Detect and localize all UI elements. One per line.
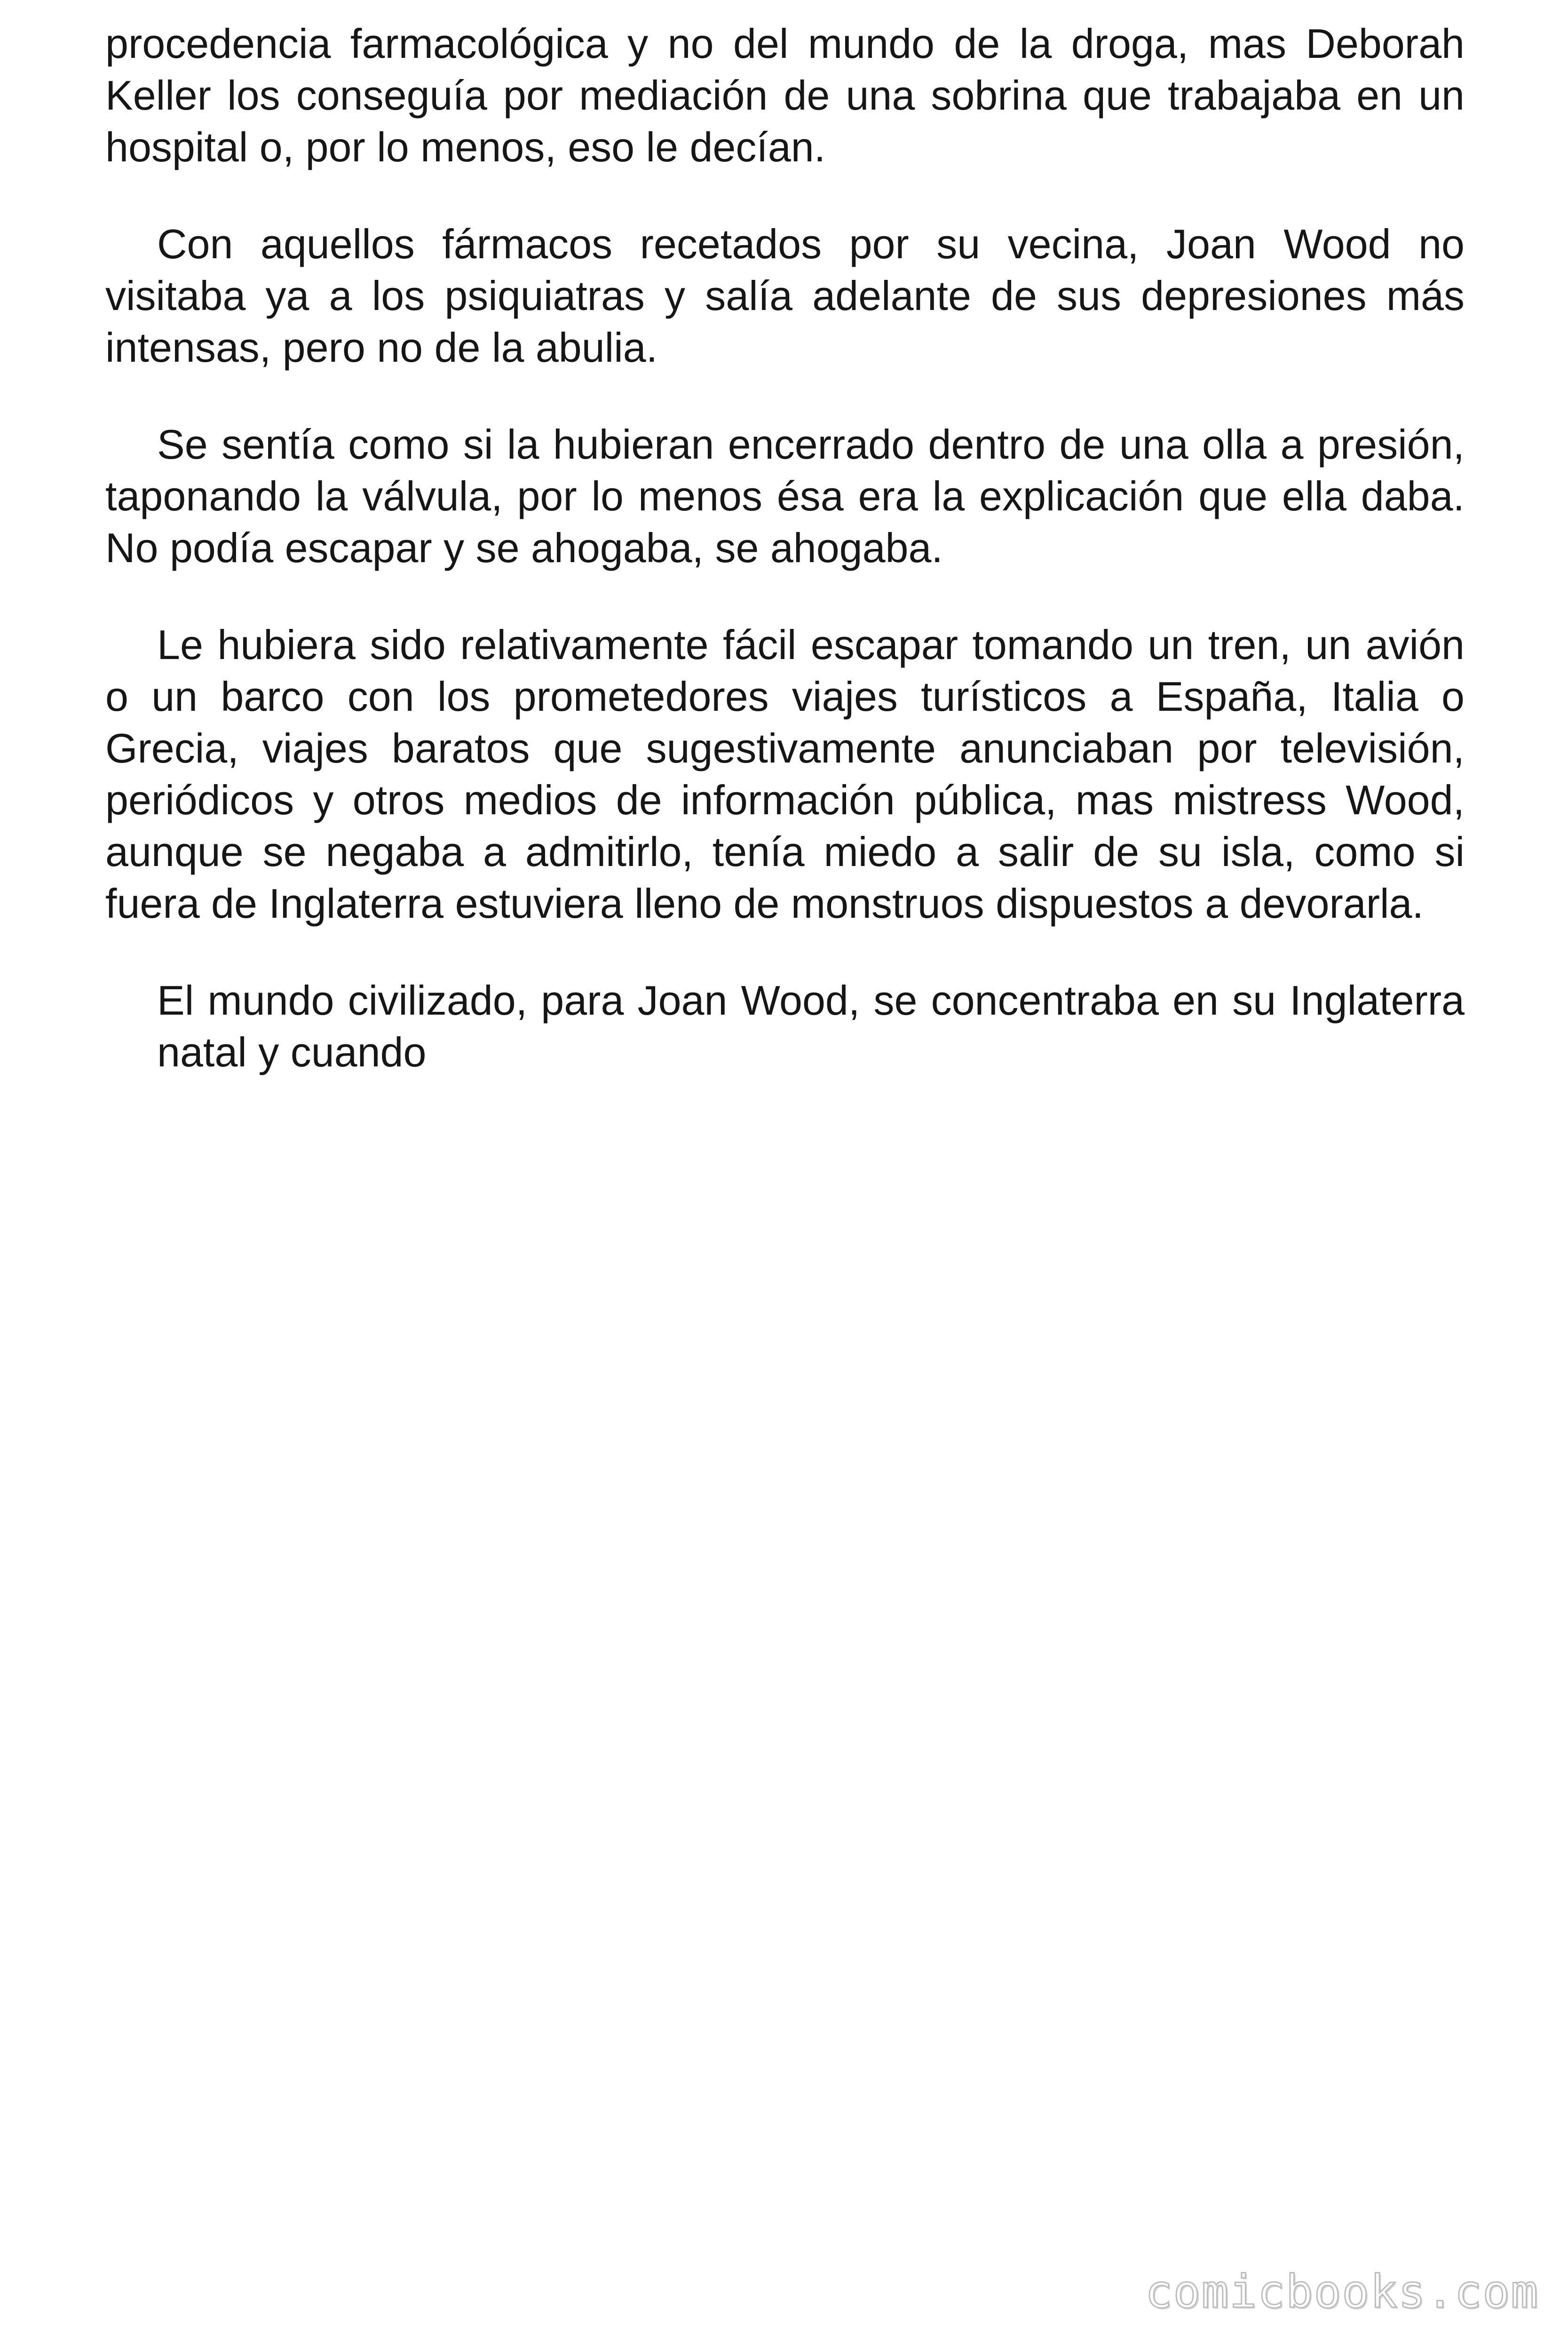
paragraph-4: Le hubiera sido relativamente fácil escapar tomando un tren, un avión o un barco con los prometedores viajes turísticos a España, Italia o Grecia, viajes baratos que sugestivamente anunciaban por televisión, periódicos y otros medios de información pública, mas mistress Wood, aunque se negaba a admitirlo, tenía miedo a salir de su isla, como si fuera de Inglaterra estuviera lleno de monstruos dispuestos a devorarla. [105, 621, 1465, 927]
paragraph-1: procedencia farmacológica y no del mundo de la droga, mas Deborah Keller los conseguía por mediación de una sobrina que trabajaba en un hospital o, por lo menos, eso le decían. [105, 20, 1465, 170]
paragraph-2: Con aquellos fármacos recetados por su vecina, Joan Wood no visitaba ya a los psiquiatras y salía adelante de sus depresiones más intensas, pero no de la abulia. [105, 221, 1465, 371]
paragraph-3: Se sentía como si la hubieran encerrado dentro de una olla a presión, taponando la válvula, por lo menos ésa era la explicación que ella daba. No podía escapar y se ahogaba, se ahogaba. [105, 421, 1465, 571]
watermark-logo: comicbooks.com [1145, 2265, 1539, 2318]
paragraph-5: El mundo civilizado, para Joan Wood, se concentraba en su Inglaterra natal y cuando [157, 977, 1465, 1075]
document-page [105, 18, 1465, 1123]
